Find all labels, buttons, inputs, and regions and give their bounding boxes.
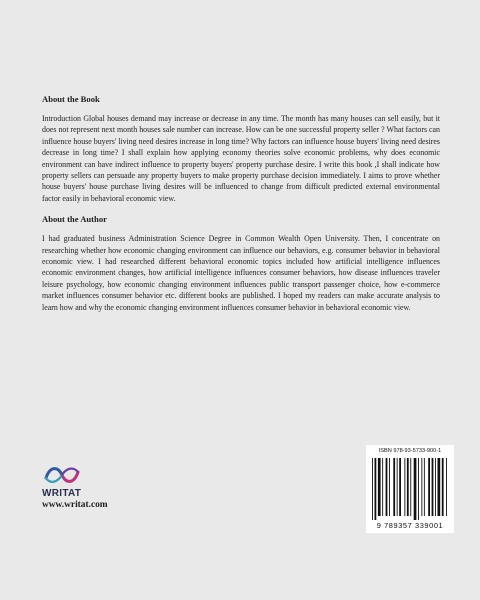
- barcode-bar: [428, 458, 430, 516]
- barcode-bar: [418, 458, 419, 520]
- barcode-bar: [375, 458, 377, 520]
- barcode-bar: [393, 458, 395, 516]
- barcode-bar: [421, 458, 422, 516]
- barcode-bar: [438, 458, 441, 516]
- publisher-logo: [40, 464, 160, 524]
- about-book-heading: About the Book: [42, 94, 100, 104]
- barcode-bar: [407, 458, 409, 516]
- barcode-bar: [378, 458, 381, 516]
- about-author-text: I had graduated business Administration Science Degree in Common Wealth Open University. Then, I concentrate on researching whether how economic changing environment can influence our behaviors, e.g. consumer behavior in behavioral economic view. I had researched different behavioral economic topics included how artificial intelligence influences economic environment changes, how artificial intelligence influences consumer behaviors, how disease influences traveler leisure psychology, how economic changing environment influences public transport passenger choice, how e-commerce market influences consumer behavior etc. different books are published. I hoped my readers can make accurate analysis to learn how and why the economic changing environment influences consumer behavior in behavioral economic view.: [42, 234, 440, 312]
- about-book-text: Introduction Global houses demand may increase or decrease in any time. The month has many houses can sell easily, but it does not represent next month houses sale number can increase. How can be one successful property seller ? What factors can influence house buyers' living need desires increase in long time? Why factors can influence house buyers' living need desires decrease in long time? I shall explain how applying economy theories solve economic problems, why does economic environment can have indirect influence to property buyers' property purchase desire. I write this book ,I shall indicate how property sellers can persuade any property buyers to make property purchase decision immediately. I aims to prove whether house buyers' house purchase living desires will be influenced to change from difficult predicted external environmental factor easily in behavioral economic view.: [42, 114, 440, 203]
- barcode-bar: [414, 458, 417, 520]
- publisher-name: WRITAT: [42, 488, 82, 499]
- about-author-heading: About the Author: [42, 214, 107, 225]
- infinity-ribbon-icon: [42, 464, 82, 486]
- isbn-label: ISBN 978-93-5733-900-1: [378, 448, 442, 454]
- back-cover-text: [42, 94, 440, 323]
- barcode-bar: [442, 458, 444, 516]
- isbn-barcode: [366, 445, 454, 533]
- barcode-bar: [424, 458, 425, 516]
- barcode-bar: [386, 458, 388, 516]
- barcode-digits: 9 789357 339001: [376, 521, 444, 530]
- publisher-website: www.writat.com: [42, 500, 108, 510]
- barcode-bar: [399, 458, 401, 516]
- barcode-bar: [410, 458, 411, 516]
- barcode-bar: [372, 458, 373, 520]
- barcode-bar: [397, 458, 398, 516]
- barcode-bar: [435, 458, 436, 516]
- barcode-bar: [404, 458, 405, 516]
- barcode-bar: [389, 458, 390, 516]
- barcode-bars: [372, 458, 448, 520]
- barcode-bar: [382, 458, 383, 516]
- barcode-bar: [432, 458, 434, 516]
- barcode-bar: [446, 458, 447, 516]
